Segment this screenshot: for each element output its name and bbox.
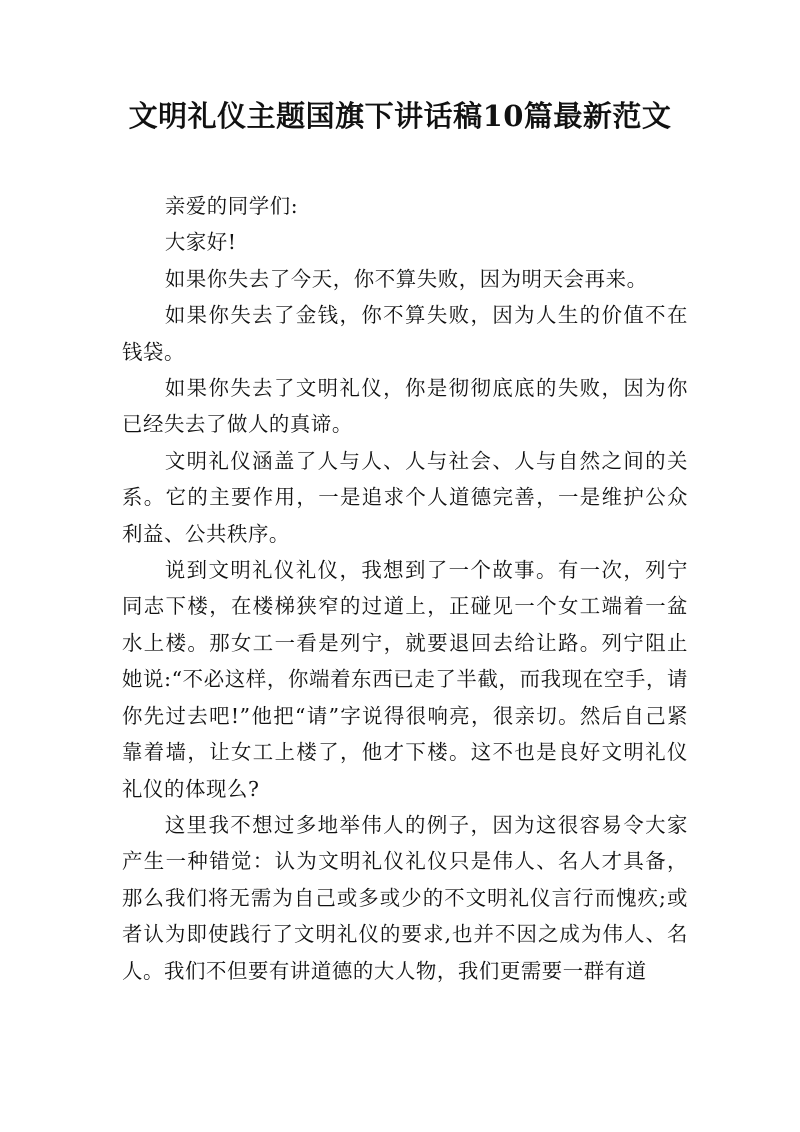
body-paragraph: 这里我不想过多地举伟人的例子，因为这很容易令大家产生一种错觉：认为文明礼仪礼仪只是伟人、名人才具备，那么我们将无需为自己或多或少的不文明礼仪言行而愧疚;或者认为即使践行了文明礼仪的要求,也并不因之成为伟人、名人。我们不但要有讲道德的大人物，我们更需要一群有道: [122, 812, 688, 983]
body-paragraph: 文明礼仪涵盖了人与人、人与社会、人与自然之间的关系。它的主要作用，一是追求个人道德完善，一是维护公众利益、公共秩序。: [122, 448, 688, 546]
body-paragraph: 如果你失去了今天，你不算失败，因为明天会再来。: [164, 266, 648, 291]
body-paragraph: 如果你失去了金钱，你不算失败，因为人生的价值不在钱袋。: [122, 303, 688, 364]
document-title: 文明礼仪主题国旗下讲话稿10篇最新范文: [128, 99, 672, 133]
body-paragraph: 如果你失去了文明礼仪，你是彻彻底底的失败，因为你已经失去了做人的真谛。: [122, 376, 688, 437]
story-paragraph: 说到文明礼仪礼仪，我想到了一个故事。有一次，列宁同志下楼，在楼梯狭窄的过道上，正碰见一个女工端着一盆水上楼。那女工一看是列宁，就要退回去给让路。列宁阻止她说:“不必这样，你端着东西已走了半截，而我现在空手，请你先过去吧!”他把“请”字说得很响亮，很亲切。然后自己紧靠着墙，让女工上楼了，他才下楼。这不也是良好文明礼仪礼仪的体现么?: [122, 558, 688, 801]
salutation-paragraph: 亲爱的同学们:: [164, 194, 299, 218]
document-body: [122, 188, 688, 989]
greeting-paragraph: 大家好!: [164, 230, 237, 255]
